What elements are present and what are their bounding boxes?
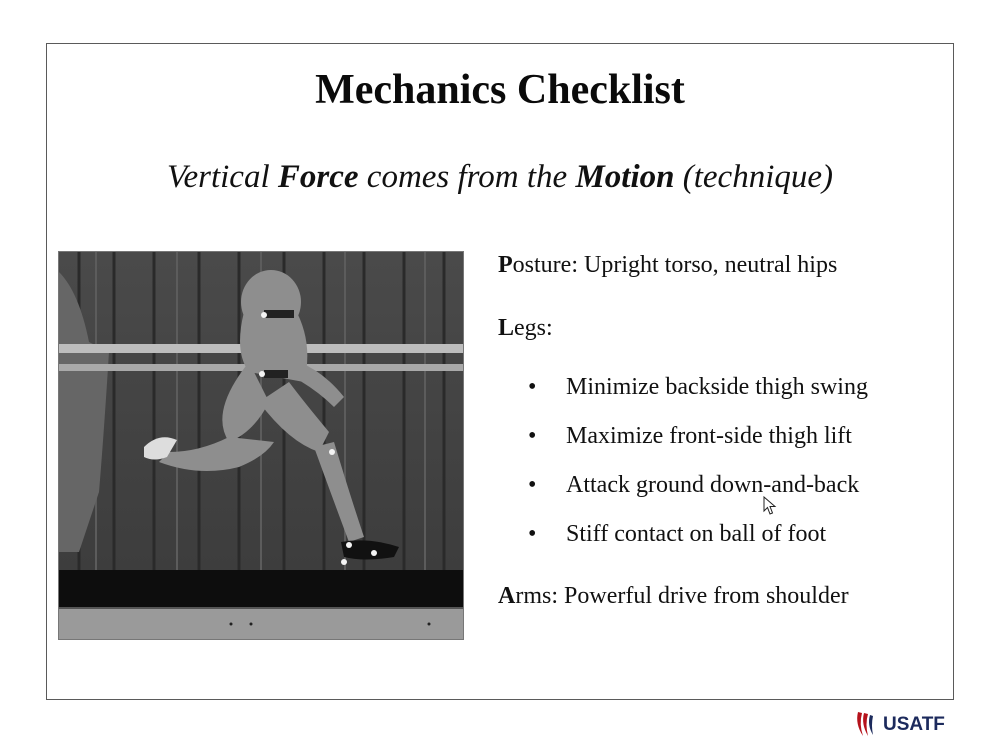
- legs-line: [498, 313, 553, 343]
- subtitle-motion: Motion: [575, 159, 675, 195]
- legs-lead: L: [498, 315, 515, 341]
- arms-line: [498, 581, 849, 611]
- arms-lead: A: [498, 583, 516, 609]
- bullet-symbol: •: [528, 423, 537, 449]
- slide: [46, 43, 954, 700]
- bullet-symbol: •: [528, 472, 537, 498]
- subtitle-part-3: (technique): [674, 159, 834, 195]
- list-item: [528, 421, 852, 451]
- bullet-symbol: •: [528, 374, 537, 400]
- list-item: [528, 372, 868, 402]
- subtitle-force: Force: [277, 159, 359, 195]
- bullet-symbol: •: [528, 521, 537, 547]
- posture-line: [498, 250, 837, 280]
- usatf-logo-text: USATF: [883, 714, 945, 735]
- bullet-text: Maximize front-side thigh lift: [566, 423, 852, 449]
- list-item: [528, 519, 826, 549]
- slide-subtitle: [47, 159, 953, 196]
- usatf-logo: [855, 710, 955, 738]
- subtitle-part-1: Vertical: [166, 159, 278, 195]
- bullet-text: Stiff contact on ball of foot: [566, 521, 827, 547]
- arms-text: rms: Powerful drive from shoulder: [515, 583, 849, 609]
- list-item: [528, 470, 859, 500]
- slide-title: Mechanics Checklist: [315, 67, 685, 113]
- bullet-text: Minimize backside thigh swing: [566, 374, 868, 400]
- posture-text: osture: Upright torso, neutral hips: [512, 252, 838, 278]
- usatf-wing-icon: [855, 710, 881, 738]
- subtitle-part-2: comes from the: [358, 159, 576, 195]
- sprinter-photo: [58, 251, 464, 640]
- legs-text: egs:: [514, 315, 553, 341]
- mouse-cursor-icon: [763, 496, 777, 516]
- bullet-text: Attack ground down-and-back: [566, 472, 860, 498]
- posture-lead: P: [498, 252, 513, 278]
